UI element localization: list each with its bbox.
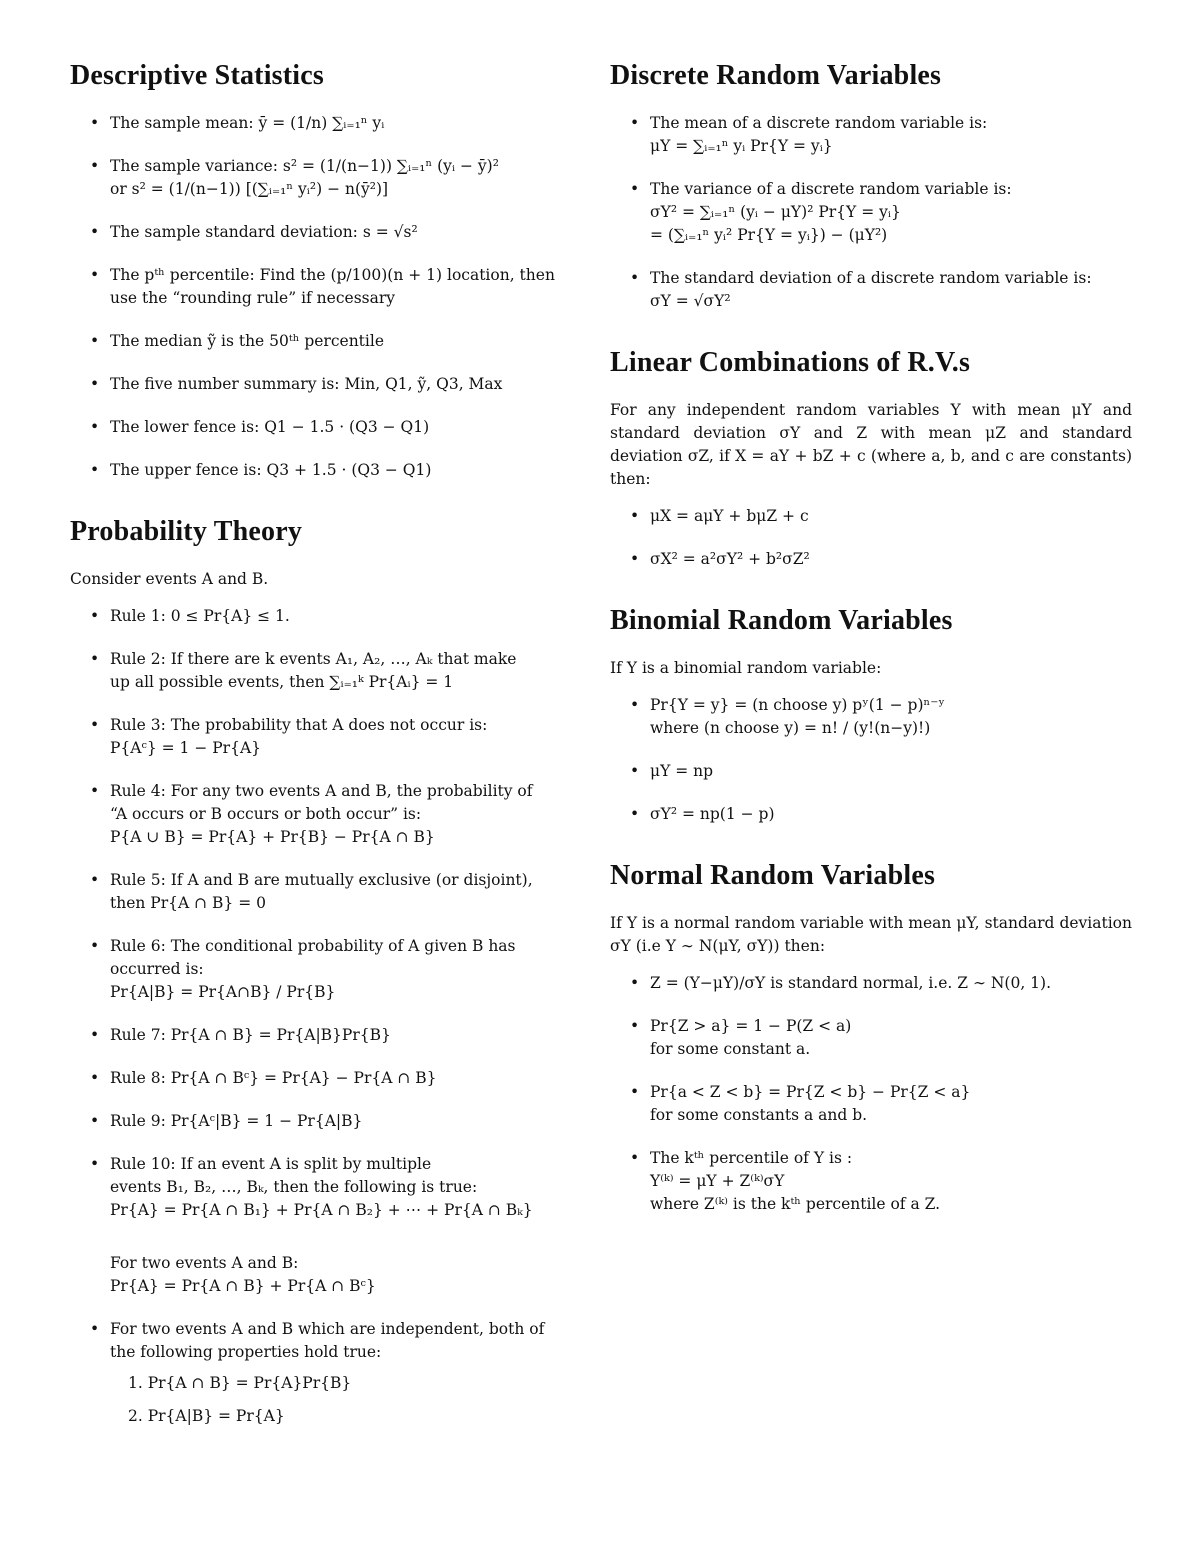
rule-10-note: For two events A and B: <box>110 1254 299 1272</box>
list-item: • Pr{Z > a} = 1 − P(Z < a) for some constant a. <box>610 1015 1132 1061</box>
list-item: • The mean of a discrete random variable is: μY = ∑ᵢ₌₁ⁿ yᵢ Pr{Y = yᵢ} <box>610 112 1132 158</box>
list-item: • The sample variance: s² = (1/(n−1)) ∑ᵢ₌₁ⁿ (yᵢ − ȳ)² or s² = (1/(n−1)) [(∑ᵢ₌₁ⁿ yᵢ²) − n(ȳ²)] <box>70 155 592 201</box>
discrete-list <box>610 112 1132 313</box>
rule-item: • Rule 5: If A and B are mutually exclusive (or disjoint), then Pr{A ∩ B} = 0 <box>70 869 592 915</box>
list-item: • The standard deviation of a discrete random variable is: σY = √σY² <box>610 267 1132 313</box>
normal-intro: If Y is a normal random variable with mean μY, standard deviation σY (i.e Y ∼ N(μY, σY)) then: <box>610 914 1132 955</box>
list-item: • Pr{Y = y} = (n choose y) pʸ(1 − p)ⁿ⁻ʸ where (n choose y) = n! / (y!(n−y)!) <box>610 694 1132 740</box>
list-item: • The five number summary is: Min, Q1, ỹ, Q3, Max <box>70 373 592 396</box>
binomial-list <box>610 694 1132 826</box>
descriptive-statistics-list <box>70 112 592 482</box>
probability-rules-list <box>70 605 592 1428</box>
right-column <box>610 60 1132 1236</box>
list-item: • Z = (Y−μY)/σY is standard normal, i.e. Z ∼ N(0, 1). <box>610 972 1132 995</box>
list-item: • The upper fence is: Q3 + 1.5 · (Q3 − Q1) <box>70 459 592 482</box>
rule-item: • Rule 8: Pr{A ∩ Bᶜ} = Pr{A} − Pr{A ∩ B} <box>70 1067 592 1090</box>
list-item: • σX² = a²σY² + b²σZ² <box>610 548 1132 571</box>
list-item: • Pr{a < Z < b} = Pr{Z < b} − Pr{Z < a} for some constants a and b. <box>610 1081 1132 1127</box>
section-title-descriptive-statistics: Descriptive Statistics <box>70 60 325 91</box>
rule-item: • Rule 7: Pr{A ∩ B} = Pr{A|B}Pr{B} <box>70 1024 592 1047</box>
rule-item: • Rule 1: 0 ≤ Pr{A} ≤ 1. <box>70 605 592 628</box>
list-item: • The sample standard deviation: s = √s² <box>70 221 592 244</box>
section-title-linear-combinations: Linear Combinations of R.V.s <box>610 347 971 378</box>
rule-item: • For two events A and B which are independent, both of the following properties hold true: 1. Pr{A ∩ B} = Pr{A}Pr{B} 2. Pr{A|B} = Pr{A} <box>70 1318 592 1428</box>
section-title-binomial-random-variables: Binomial Random Variables <box>610 605 953 636</box>
left-column <box>70 60 592 1448</box>
linear-list <box>610 505 1132 571</box>
independent-properties-list <box>110 1372 592 1428</box>
rule-item: • Rule 4: For any two events A and B, the probability of “A occurs or B occurs or both occur” is: P{A ∪ B} = Pr{A} + Pr{B} − Pr{A ∩ B} <box>70 780 592 849</box>
list-item: • The median ỹ is the 50ᵗʰ percentile <box>70 330 592 353</box>
rule-item: • Rule 10: If an event A is split by multiple events B₁, B₂, …, Bₖ, then the following is true: Pr{A} = Pr{A ∩ B₁} + Pr{A ∩ B₂} + ⋯ + Pr{A ∩ Bₖ} For two events A and B: Pr{A} = Pr{A ∩ B} + Pr{A ∩ Bᶜ} <box>70 1153 592 1298</box>
binomial-intro: If Y is a binomial random variable: <box>610 659 882 677</box>
list-item: • μX = aμY + bμZ + c <box>610 505 1132 528</box>
probability-intro: Consider events A and B. <box>70 570 269 588</box>
list-item: • μY = np <box>610 760 1132 783</box>
rule-item: • Rule 2: If there are k events A₁, A₂, …, Aₖ that make up all possible events, then ∑ᵢ₌₁ᵏ Pr{Aᵢ} = 1 <box>70 648 592 694</box>
list-item: 1. Pr{A ∩ B} = Pr{A}Pr{B} <box>128 1374 352 1392</box>
list-item: • The lower fence is: Q1 − 1.5 · (Q3 − Q1) <box>70 416 592 439</box>
list-item: • The variance of a discrete random variable is: σY² = ∑ᵢ₌₁ⁿ (yᵢ − μY)² Pr{Y = yᵢ} = (∑ᵢ₌₁ⁿ yᵢ² Pr{Y = yᵢ}) − (μY²) <box>610 178 1132 247</box>
rule-item: • Rule 9: Pr{Aᶜ|B} = 1 − Pr{A|B} <box>70 1110 592 1133</box>
section-title-discrete-random-variables: Discrete Random Variables <box>610 60 942 91</box>
section-title-normal-random-variables: Normal Random Variables <box>610 860 936 891</box>
linear-intro: For any independent random variables Y with mean μY and standard deviation σY and Z with mean μZ and standard deviation σZ, if X = aY + bZ + c (where a, b, and c are constants) then: <box>610 401 1132 488</box>
list-item: • The pᵗʰ percentile: Find the (p/100)(n + 1) location, then use the “rounding rule” if necessary <box>70 264 592 310</box>
list-item: • The kᵗʰ percentile of Y is : Y⁽ᵏ⁾ = μY + Z⁽ᵏ⁾σY where Z⁽ᵏ⁾ is the kᵗʰ percentile of a Z. <box>610 1147 1132 1216</box>
section-title-probability-theory: Probability Theory <box>70 516 303 547</box>
list-item: • The sample mean: ȳ = (1/n) ∑ᵢ₌₁ⁿ yᵢ <box>70 112 592 135</box>
list-item: • σY² = np(1 − p) <box>610 803 1132 826</box>
rule-item: • Rule 3: The probability that A does not occur is: P{Aᶜ} = 1 − Pr{A} <box>70 714 592 760</box>
list-item: 2. Pr{A|B} = Pr{A} <box>128 1407 285 1425</box>
normal-list <box>610 972 1132 1216</box>
rule-item: • Rule 6: The conditional probability of A given B has occurred is: Pr{A|B} = Pr{A∩B} / Pr{B} <box>70 935 592 1004</box>
